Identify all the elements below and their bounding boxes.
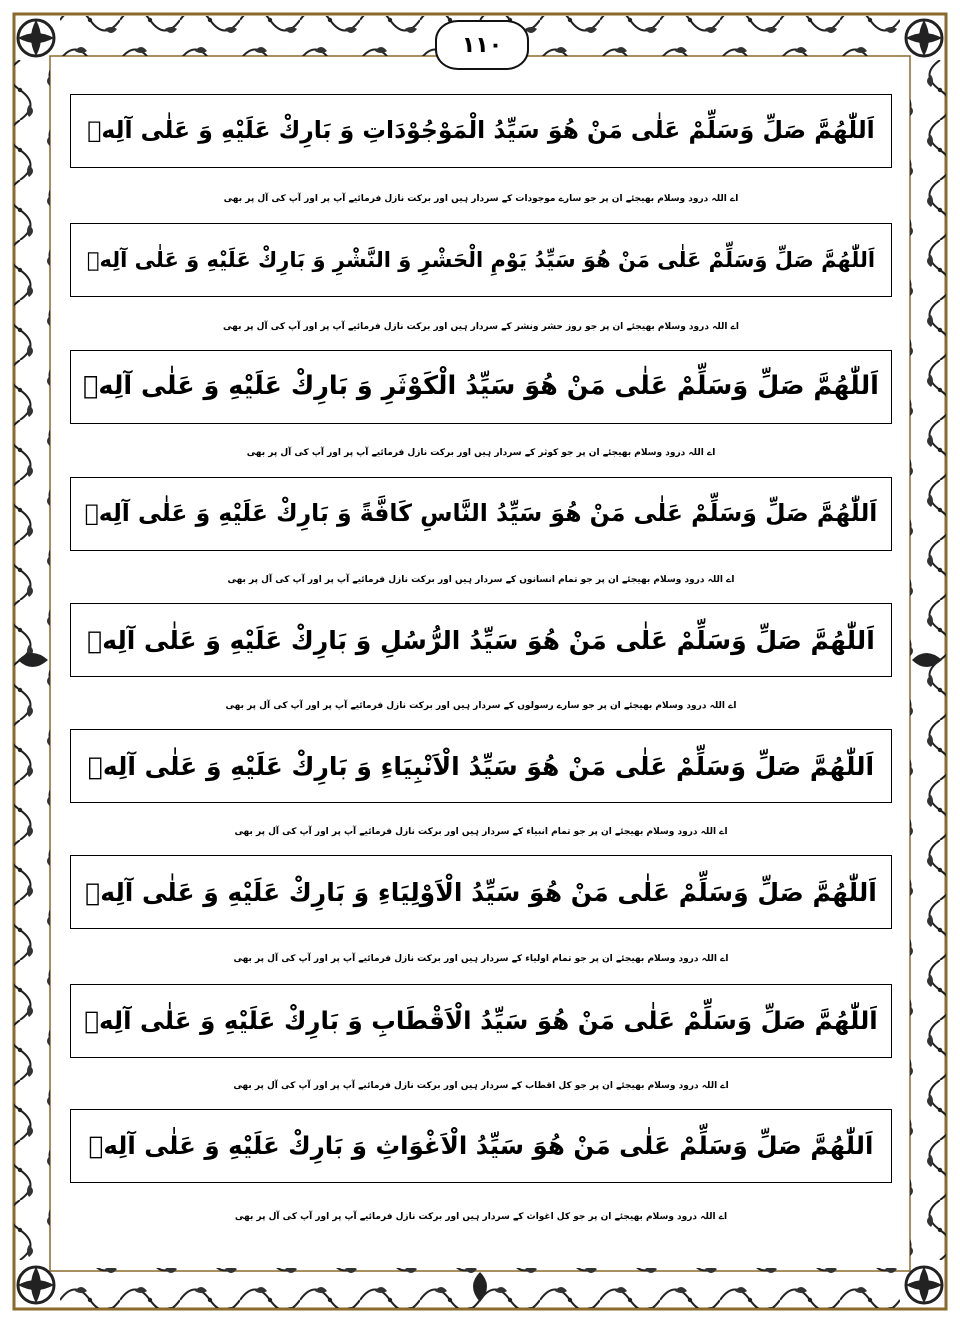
urdu-translation: اے اللہ درود وسلام بھیجئے ان پر جو سارے رسولوں کے سردار ہیں اور برکت نازل فرمائیے آپ پر اور آپ کی آل پر بھی bbox=[225, 701, 737, 711]
arabic-verse-text: اَللّٰهُمَّ صَلِّ وَسَلِّمْ عَلٰى مَنْ هُوَ سَيِّدُ الْمَوْجُوْدَاتِ وَ بَارِكْ عَلَيْهِ وَ عَلٰى آلِهٖ bbox=[87, 116, 875, 145]
arabic-verse-text: اَللّٰهُمَّ صَلِّ وَسَلِّمْ عَلٰى مَنْ هُوَ سَيِّدُ الْكَوْثَرِ وَ بَارِكْ عَلَيْهِ وَ عَلٰى آلِهٖ bbox=[83, 371, 879, 402]
page-number: ١١٠ bbox=[435, 20, 529, 70]
urdu-translation: اے اللہ درود وسلام بھیجئے ان پر جو تمام اولیاء کے سردار ہیں اور برکت نازل فرمائیے آپ پر اور آپ کی آل پر بھی bbox=[233, 954, 729, 964]
urdu-translation: اے اللہ درود وسلام بھیجئے ان پر جو تمام انبیاء کے سردار ہیں اور برکت نازل فرمائیے آپ پر اور آپ کی آل پر بھی bbox=[234, 827, 728, 837]
arabic-verse-box bbox=[70, 603, 892, 677]
urdu-translation: اے اللہ درود وسلام بھیجئے ان پر جو روز حشر ونشر کے سردار ہیں اور برکت نازل فرمائیے آپ پر اور آپ کی آل پر بھی bbox=[223, 322, 739, 332]
arabic-verse-text: اَللّٰهُمَّ صَلِّ وَسَلِّمْ عَلٰى مَنْ هُوَ سَيِّدُ الْاَنْبِيَاءِ وَ بَارِكْ عَلَيْهِ وَ عَلٰى آلِهٖ bbox=[87, 751, 875, 781]
arabic-verse-box bbox=[70, 1109, 892, 1183]
arabic-verse-text: اَللّٰهُمَّ صَلِّ وَسَلِّمْ عَلٰى مَنْ هُوَ سَيِّدُ الْاَقْطَابِ وَ بَارِكْ عَلَيْهِ وَ عَلٰى آلِهٖ bbox=[84, 1005, 878, 1035]
arabic-verse-box bbox=[70, 729, 892, 803]
arabic-verse-box bbox=[70, 984, 892, 1058]
urdu-translation: اے اللہ درود وسلام بھیجئے ان پر جو کل اغواث کے سردار ہیں اور برکت نازل فرمائیے آپ پر اور آپ کی آل پر بھی bbox=[234, 1212, 728, 1222]
arabic-verse-text: اَللّٰهُمَّ صَلِّ وَسَلِّمْ عَلٰى مَنْ هُوَ سَيِّدُ النَّاسِ كَافَّةً وَ بَارِكْ عَلَيْهِ وَ عَلٰى آلِهٖ bbox=[84, 499, 878, 528]
urdu-translation: اے اللہ درود وسلام بھیجئے ان پر جو سارے موجودات کے سردار ہیں اور برکت نازل فرمائیے آپ پر اور آپ کی آل پر بھی bbox=[223, 194, 739, 204]
arabic-verse-box bbox=[70, 223, 892, 297]
urdu-translation: اے اللہ درود وسلام بھیجئے ان پر جو تمام انسانوں کے سردار ہیں اور برکت نازل فرمائیے آپ پر اور آپ کی آل پر بھی bbox=[227, 575, 735, 585]
urdu-translation: اے اللہ درود وسلام بھیجئے ان پر جو کوثر کے سردار ہیں اور برکت نازل فرمائیے آپ پر اور آپ کی آل پر بھی bbox=[246, 448, 716, 458]
arabic-verse-text: اَللّٰهُمَّ صَلِّ وَسَلِّمْ عَلٰى مَنْ هُوَ سَيِّدُ يَوْمِ الْحَشْرِ وَ النَّشْرِ وَ بَارِكْ عَلَيْهِ وَ عَلٰى آلِهٖ bbox=[86, 247, 876, 272]
urdu-translation: اے اللہ درود وسلام بھیجئے ان پر جو کل اقطاب کے سردار ہیں اور برکت نازل فرمائیے آپ پر اور آپ کی آل پر بھی bbox=[233, 1081, 729, 1091]
arabic-verse-text: اَللّٰهُمَّ صَلِّ وَسَلِّمْ عَلٰى مَنْ هُوَ سَيِّدُ الْاَغْوَاثِ وَ بَارِكْ عَلَيْهِ وَ عَلٰى آلِهٖ bbox=[88, 1130, 874, 1160]
arabic-verse-box bbox=[70, 855, 892, 929]
arabic-verse-text: اَللّٰهُمَّ صَلِّ وَسَلِّمْ عَلٰى مَنْ هُوَ سَيِّدُ الرُّسُلِ وَ بَارِكْ عَلَيْهِ وَ عَلٰى آلِهٖ bbox=[87, 625, 875, 655]
arabic-verse-text: اَللّٰهُمَّ صَلِّ وَسَلِّمْ عَلٰى مَنْ هُوَ سَيِّدُ الْاَوْلِيَاءِ وَ بَارِكْ عَلَيْهِ وَ عَلٰى آلِهٖ bbox=[85, 877, 877, 907]
arabic-verse-box bbox=[70, 477, 892, 551]
arabic-verse-box bbox=[70, 94, 892, 168]
arabic-verse-box bbox=[70, 350, 892, 424]
